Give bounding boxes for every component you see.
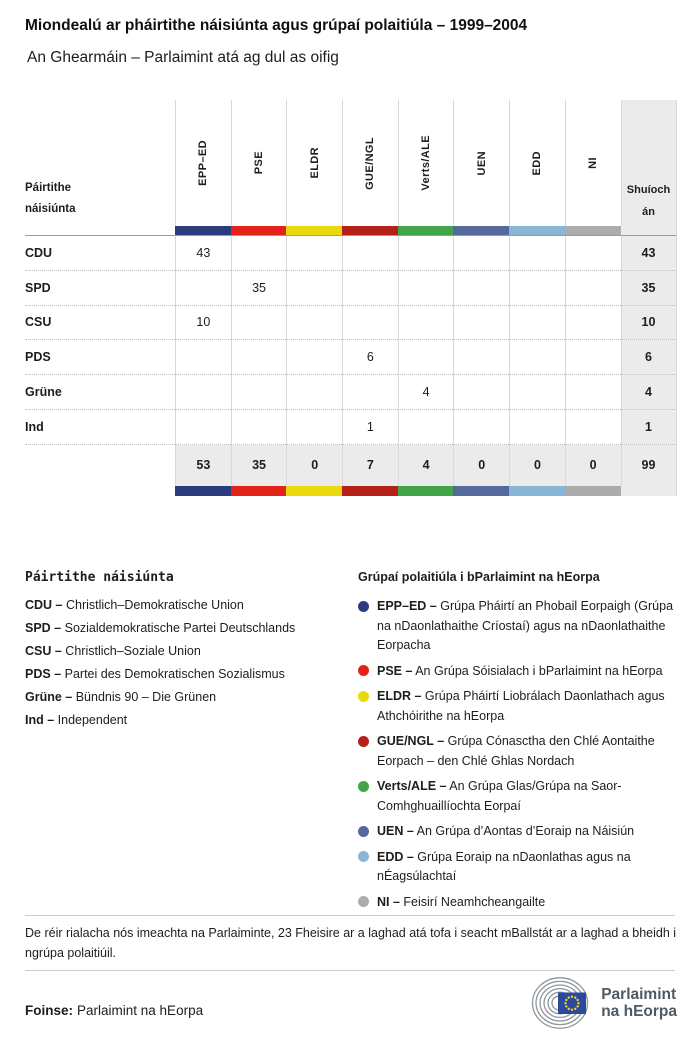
column-header-label: GUE/NGL: [364, 136, 377, 190]
group-legend-item: [358, 848, 677, 887]
group-total: 0: [286, 445, 342, 486]
group-legend-text: PSE – An Grúpa Sóisialach i bParlaimint na hEorpa: [377, 663, 663, 678]
seat-count-cell: [453, 306, 509, 341]
group-legend-item: [358, 893, 677, 913]
group-legend-abbr: EDD –: [377, 849, 414, 864]
party-total-seats: 43: [621, 236, 677, 271]
group-color-band: [175, 226, 231, 236]
group-legend-abbr: EPP–ED –: [377, 599, 437, 613]
group-legend-item: [358, 597, 677, 656]
seat-count-cell: [509, 410, 565, 445]
party-legend-name: Partei des Demokratischen Sozialismus: [61, 667, 285, 681]
seat-count-cell: [565, 236, 621, 271]
party-total-seats: 6: [621, 340, 677, 375]
seat-count-cell: [509, 375, 565, 410]
party-legend-abbr: SPD –: [25, 621, 62, 635]
group-color-band: [286, 226, 342, 236]
group-color-dot: [358, 691, 369, 702]
source-line: [25, 1003, 203, 1018]
political-groups-legend-items: [358, 597, 677, 912]
group-color-dot: [358, 601, 369, 612]
group-total: 7: [342, 445, 398, 486]
seat-count-cell: [509, 340, 565, 375]
footnote-text: De réir rialacha nós imeachta na Parlaiminte, 23 Fheisire ar a laghad atá tofa i seacht mBallstát ar a laghad a bheidh i ngrúpa polaitiúil.: [25, 926, 677, 960]
national-parties-legend-items: [25, 598, 351, 728]
party-legend-abbr: CSU –: [25, 644, 62, 658]
logo-wordmark: [601, 986, 677, 1021]
group-total: 0: [509, 445, 565, 486]
group-legend-text: Verts/ALE – An Grúpa Glas/Grúpa na Saor-Comhghuaillíochta Eorpaí: [377, 779, 622, 813]
party-name: PDS: [25, 340, 175, 375]
group-color-band: [286, 486, 342, 496]
seat-count-cell: [286, 306, 342, 341]
party-name: Ind: [25, 410, 175, 445]
column-header-label: EDD: [531, 150, 544, 176]
group-color-band: [231, 486, 287, 496]
group-total: 4: [398, 445, 454, 486]
totals-row-spacer: [25, 445, 175, 486]
column-header-edd: [509, 100, 565, 226]
party-legend-abbr: PDS –: [25, 667, 62, 681]
group-color-band: [453, 226, 509, 236]
party-legend-item: [25, 713, 351, 728]
seat-count-cell: [565, 375, 621, 410]
band-spacer-seats: [621, 486, 677, 496]
group-color-dot: [358, 665, 369, 676]
seat-count-cell: [175, 410, 231, 445]
group-color-dot: [358, 736, 369, 747]
national-parties-legend-title: Páirtithe náisiúnta: [25, 570, 174, 585]
group-legend-abbr: GUE/NGL –: [377, 734, 445, 748]
party-legend-item: [25, 598, 351, 613]
group-color-band: [398, 486, 454, 496]
party-legend-item: [25, 621, 351, 636]
seat-count-cell: [565, 410, 621, 445]
group-total: 0: [453, 445, 509, 486]
seat-count-cell: [453, 271, 509, 306]
group-color-band: [509, 486, 565, 496]
seat-count-cell: [398, 306, 454, 341]
group-color-band: [509, 226, 565, 236]
party-legend-name: Christlich–Soziale Union: [61, 644, 201, 658]
seat-count-cell: [175, 340, 231, 375]
party-total-seats: 35: [621, 271, 677, 306]
party-legend-name: Independent: [54, 713, 128, 727]
column-header-verts/ale: [398, 100, 454, 226]
seat-count-cell: [286, 236, 342, 271]
party-total-seats: 10: [621, 306, 677, 341]
seat-count-cell: [342, 236, 398, 271]
seat-count-cell: [286, 271, 342, 306]
column-header-ni: [565, 100, 621, 226]
group-color-band: [398, 226, 454, 236]
party-legend-name: Bündnis 90 – Die Grünen: [72, 690, 217, 704]
group-legend-text: NI – Feisirí Neamhcheangailte: [377, 894, 546, 909]
seat-count-cell: [286, 410, 342, 445]
party-legend-abbr: Grüne –: [25, 690, 73, 704]
seat-count-cell: [398, 410, 454, 445]
group-total: 53: [175, 445, 231, 486]
seat-count-cell: [342, 306, 398, 341]
group-color-band: [231, 226, 287, 236]
column-header-label: ELDR: [308, 147, 321, 179]
group-legend-item: [358, 777, 677, 816]
band-spacer: [25, 226, 175, 236]
seat-count-cell: [509, 271, 565, 306]
group-legend-text: EDD – Grúpa Eoraip na nDaonlathas agus na nÉagsúlachtaí: [377, 849, 631, 883]
group-legend-text: ELDR – Grúpa Pháirtí Liobrálach Daonlathach agus Athchóirithe na hEorpa: [377, 689, 665, 723]
group-legend-text: EPP–ED – Grúpa Pháirtí an Phobail Eorpaigh (Grúpa na nDaonlathaithe Críostaí) agus na nDaonlathaithe Eorpacha: [377, 599, 674, 652]
party-legend-item: [25, 667, 351, 682]
seat-count-cell: [231, 340, 287, 375]
party-legend-abbr: CDU –: [25, 598, 63, 612]
seat-count-cell: [398, 271, 454, 306]
seat-count-cell: [175, 271, 231, 306]
group-legend-item: [358, 822, 677, 842]
seat-count-cell: [453, 236, 509, 271]
group-color-dot: [358, 826, 369, 837]
european-parliament-logo: [522, 976, 677, 1030]
seat-count-cell: [175, 375, 231, 410]
group-legend-text: GUE/NGL – Grúpa Cónasctha den Chlé Aontaithe Eorpach – den Chlé Ghlas Nordach: [377, 734, 655, 768]
hemicycle-eu-flag-icon: [522, 976, 592, 1030]
party-legend-item: [25, 690, 351, 705]
column-header-eldr: [286, 100, 342, 226]
column-header-label: NI: [587, 157, 600, 169]
logo-wordmark-line1: Parlaimint: [601, 985, 677, 1003]
national-parties-legend: [25, 570, 351, 736]
party-legend-item: [25, 644, 351, 659]
group-color-band: [565, 486, 621, 496]
seat-count-cell: [565, 306, 621, 341]
group-color-band: [342, 486, 398, 496]
group-legend-abbr: ELDR –: [377, 689, 422, 703]
group-color-band: [565, 226, 621, 236]
divider-line: [25, 970, 675, 971]
seat-count-cell: [231, 236, 287, 271]
seat-count-cell: 35: [231, 271, 287, 306]
group-total: 0: [565, 445, 621, 486]
seat-count-cell: [453, 340, 509, 375]
column-header-epp–ed: [175, 100, 231, 226]
group-color-dot: [358, 781, 369, 792]
party-total-seats: 1: [621, 410, 677, 445]
party-legend-abbr: Ind –: [25, 713, 55, 727]
seat-count-cell: [286, 375, 342, 410]
band-spacer-seats: [621, 226, 677, 236]
group-color-dot: [358, 896, 369, 907]
group-color-band: [175, 486, 231, 496]
column-header-label: UEN: [475, 150, 488, 176]
seat-count-cell: [286, 340, 342, 375]
seat-count-cell: [231, 375, 287, 410]
seats-column-header: Shuíochán: [621, 100, 677, 226]
seat-count-cell: 43: [175, 236, 231, 271]
page-subtitle: An Ghearmáin – Parlaimint atá ag dul as oifig: [27, 49, 339, 66]
column-header-label: EPP–ED: [197, 140, 210, 186]
party-legend-name: Christlich–Demokratische Union: [62, 598, 244, 612]
seat-count-cell: [231, 410, 287, 445]
group-total: 35: [231, 445, 287, 486]
source-label: Foinse:: [25, 1003, 74, 1018]
political-groups-legend-title: Grúpaí polaitiúla i bParlaimint na hEorpa: [358, 570, 600, 584]
seat-count-cell: [398, 236, 454, 271]
party-name: CDU: [25, 236, 175, 271]
group-legend-item: [358, 662, 677, 682]
group-color-dot: [358, 851, 369, 862]
group-legend-abbr: UEN –: [377, 824, 414, 838]
seat-count-cell: [565, 271, 621, 306]
group-legend-abbr: PSE –: [377, 663, 413, 678]
column-header-label: Verts/ALE: [420, 135, 433, 191]
page-title: Miondealú ar pháirtithe náisiúnta agus grúpaí polaitiúla – 1999–2004: [25, 17, 528, 34]
seat-count-cell: 1: [342, 410, 398, 445]
seat-count-cell: 4: [398, 375, 454, 410]
column-header-pse: [231, 100, 287, 226]
political-groups-legend: [358, 570, 677, 918]
party-name: CSU: [25, 306, 175, 341]
seat-count-cell: [509, 236, 565, 271]
column-header-gue/ngl: [342, 100, 398, 226]
logo-wordmark-line2: na hEorpa: [601, 1003, 677, 1020]
group-color-band: [342, 226, 398, 236]
divider-line: [25, 915, 675, 916]
party-name: SPD: [25, 271, 175, 306]
column-header-label: PSE: [253, 151, 266, 175]
group-legend-abbr: Verts/ALE –: [377, 779, 447, 793]
group-color-band: [453, 486, 509, 496]
group-legend-abbr: NI –: [377, 894, 400, 909]
grand-total-seats: 99: [621, 445, 677, 486]
row-header-label: Páirtithe náisiúnta: [25, 182, 76, 215]
seat-count-cell: 6: [342, 340, 398, 375]
breakdown-table: [25, 100, 677, 496]
seat-count-cell: [231, 306, 287, 341]
seat-count-cell: [342, 271, 398, 306]
party-legend-name: Sozialdemokratische Partei Deutschlands: [61, 621, 296, 635]
party-name: Grüne: [25, 375, 175, 410]
seat-count-cell: [342, 375, 398, 410]
party-total-seats: 4: [621, 375, 677, 410]
table-corner-header: [25, 100, 175, 226]
seat-count-cell: [453, 375, 509, 410]
seat-count-cell: [565, 340, 621, 375]
group-legend-item: [358, 732, 677, 771]
seat-count-cell: [453, 410, 509, 445]
band-spacer: [25, 486, 175, 496]
group-legend-text: UEN – An Grúpa d’Aontas d’Eoraip na Náisiún: [377, 824, 635, 838]
seat-count-cell: [509, 306, 565, 341]
source-text: Parlaimint na hEorpa: [77, 1003, 204, 1018]
seat-count-cell: 10: [175, 306, 231, 341]
column-header-uen: [453, 100, 509, 226]
seat-count-cell: [398, 340, 454, 375]
group-legend-item: [358, 687, 677, 726]
